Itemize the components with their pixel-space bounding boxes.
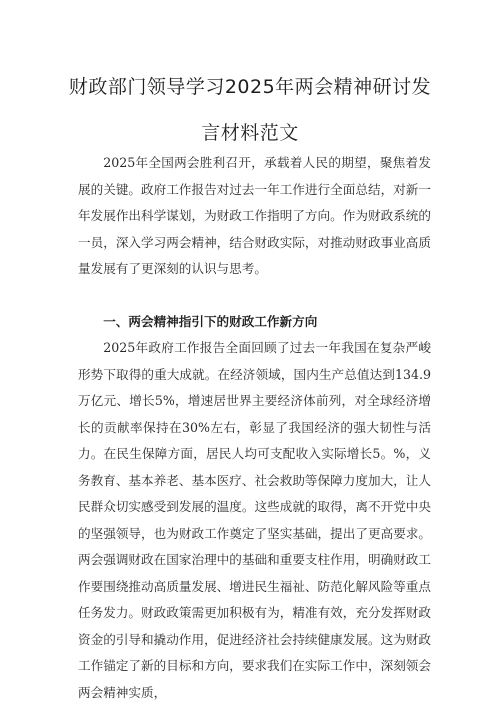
section-1-paragraph: 2025年政府工作报告全面回顾了过去一年我国在复杂严峻形势下取得的重大成就。在经济领域，国内生产总值达到134.9万亿元、增长5%，增速居世界主要经济体前列，对全球经济增长的贡献率保持在30%左右，彰显了我国经济的强大韧性与活力。在民生保障方面，居民人均可支配收入实际增长5。%，义务教育、基本养老、基本医疗、社会救助等保障力度加大，让人民群众切实感受到发展的温度。这些成就的取得，离不开党中央的坚强领导，也为财政工作奠定了坚实基础，提出了更高要求。两会强调财政在国家治理中的基础和重要支柱作用，明确财政工作要围绕推动高质量发展、增进民生福祉、防范化解风险等重点任务发力。财政政策需更加积极有为，精准有效，充分发挥财政资金的引导和撬动作用，促进经济社会持续健康发展。这为财政工作锚定了新的目标和方向，要求我们在实际工作中，深刻领会两会精神实质， xyxy=(78,340,431,700)
intro-paragraph: 2025年全国两会胜利召开，承载着人民的期望，聚焦着发展的关键。政府工作报告对过去一年工作进行全面总结，对新一年发展作出科学谋划，为财政工作指明了方向。作为财政系统的一员，深入学习两会精神，结合财政实际，对推动财政事业高质量发展有了更深刻的认识与思考。 xyxy=(78,155,431,276)
document-title-line-2: 言材料范文 xyxy=(201,122,299,144)
document-title-line-1: 财政部门领导学习2025年两会精神研讨发 xyxy=(68,76,432,98)
section-heading-1: 一、两会精神指引下的财政工作新方向 xyxy=(103,314,318,329)
